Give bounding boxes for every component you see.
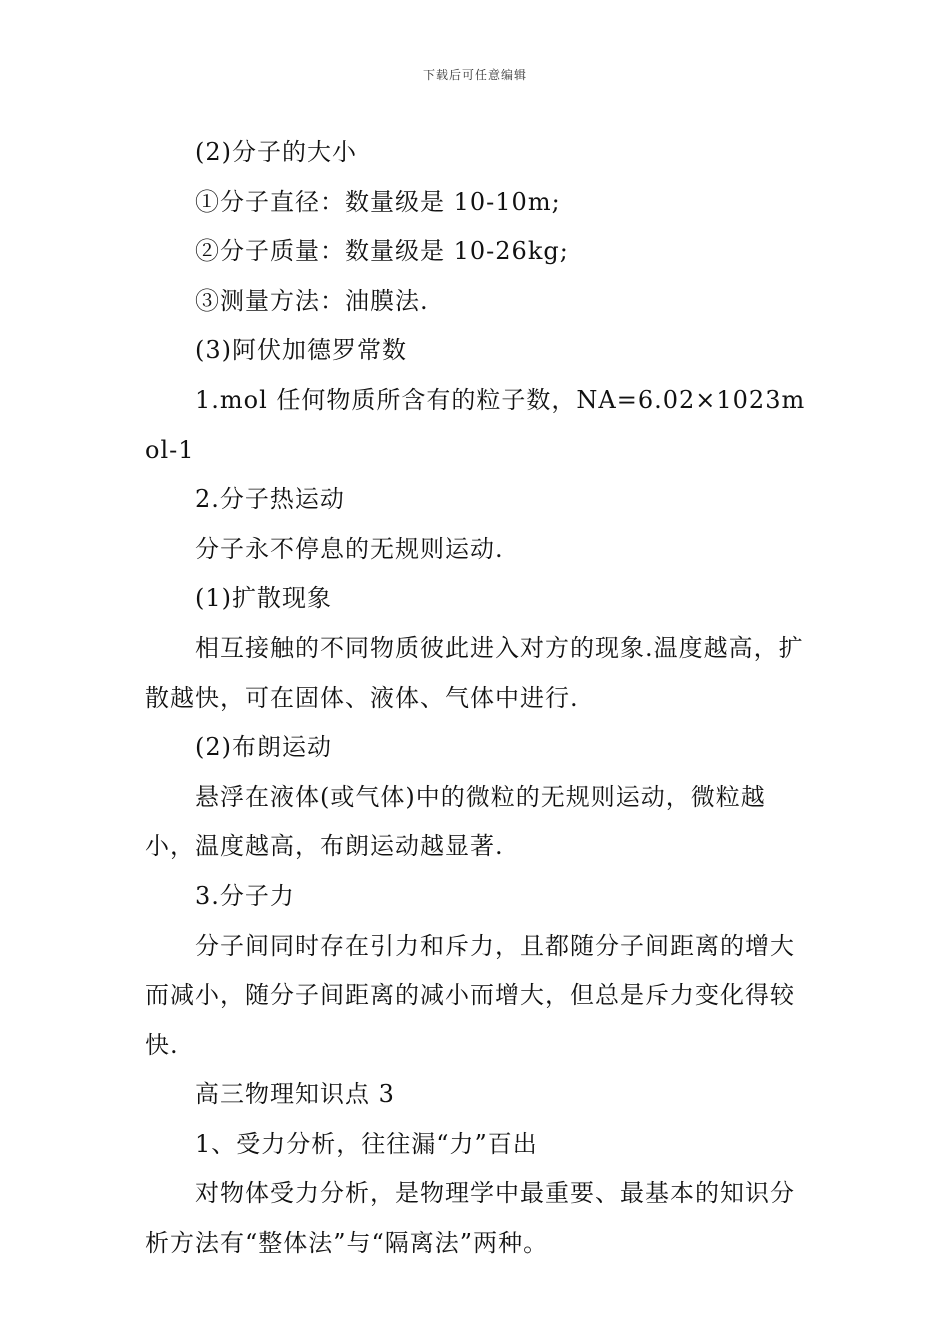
paragraph-molecule-size: (2)分子的大小 — [195, 138, 357, 166]
paragraph-molecule-diameter: ①分子直径：数量级是 10-10m; — [195, 187, 561, 216]
paragraph-thermal-motion-heading: 2.分子热运动 — [195, 485, 345, 514]
paragraph-measurement-method: ③测量方法：油膜法. — [195, 286, 429, 315]
paragraph-avogadro-value: 1.mol 任何物质所含有的粒子数，NA=6.02×1023mol-1 — [145, 385, 806, 464]
paragraph-molecular-force-text: 分子间同时存在引力和斥力，且都随分子间距离的增大而减小，随分子间距离的减小而增大，但总是斥力变化得较快. — [145, 931, 795, 1059]
document-body — [145, 128, 810, 1269]
paragraph-diffusion-text: 相互接触的不同物质彼此进入对方的现象.温度越高，扩散越快，可在固体、液体、气体中进行. — [145, 633, 804, 712]
page-header: 下载后可任意编辑 — [422, 68, 527, 82]
paragraph-force-analysis-text: 对物体受力分析，是物理学中最重要、最基本的知识分析方法有“整体法”与“隔离法”两种。 — [145, 1179, 795, 1258]
paragraph-molecular-force-heading: 3.分子力 — [195, 881, 295, 910]
paragraph-diffusion-heading: (1)扩散现象 — [195, 584, 332, 613]
paragraph-thermal-motion-text: 分子永不停息的无规则运动. — [195, 534, 504, 563]
paragraph-section-title: 高三物理知识点 3 — [195, 1080, 395, 1109]
paragraph-brownian-heading: (2)布朗运动 — [195, 733, 332, 762]
paragraph-force-analysis-heading: 1、受力分析，往往漏“力”百出 — [195, 1129, 538, 1158]
paragraph-brownian-text: 悬浮在液体(或气体)中的微粒的无规则运动，微粒越小，温度越高，布朗运动越显著. — [145, 782, 766, 861]
paragraph-avogadro-heading: (3)阿伏加德罗常数 — [195, 336, 407, 365]
paragraph-molecule-mass: ②分子质量：数量级是 10-26kg; — [195, 237, 569, 266]
